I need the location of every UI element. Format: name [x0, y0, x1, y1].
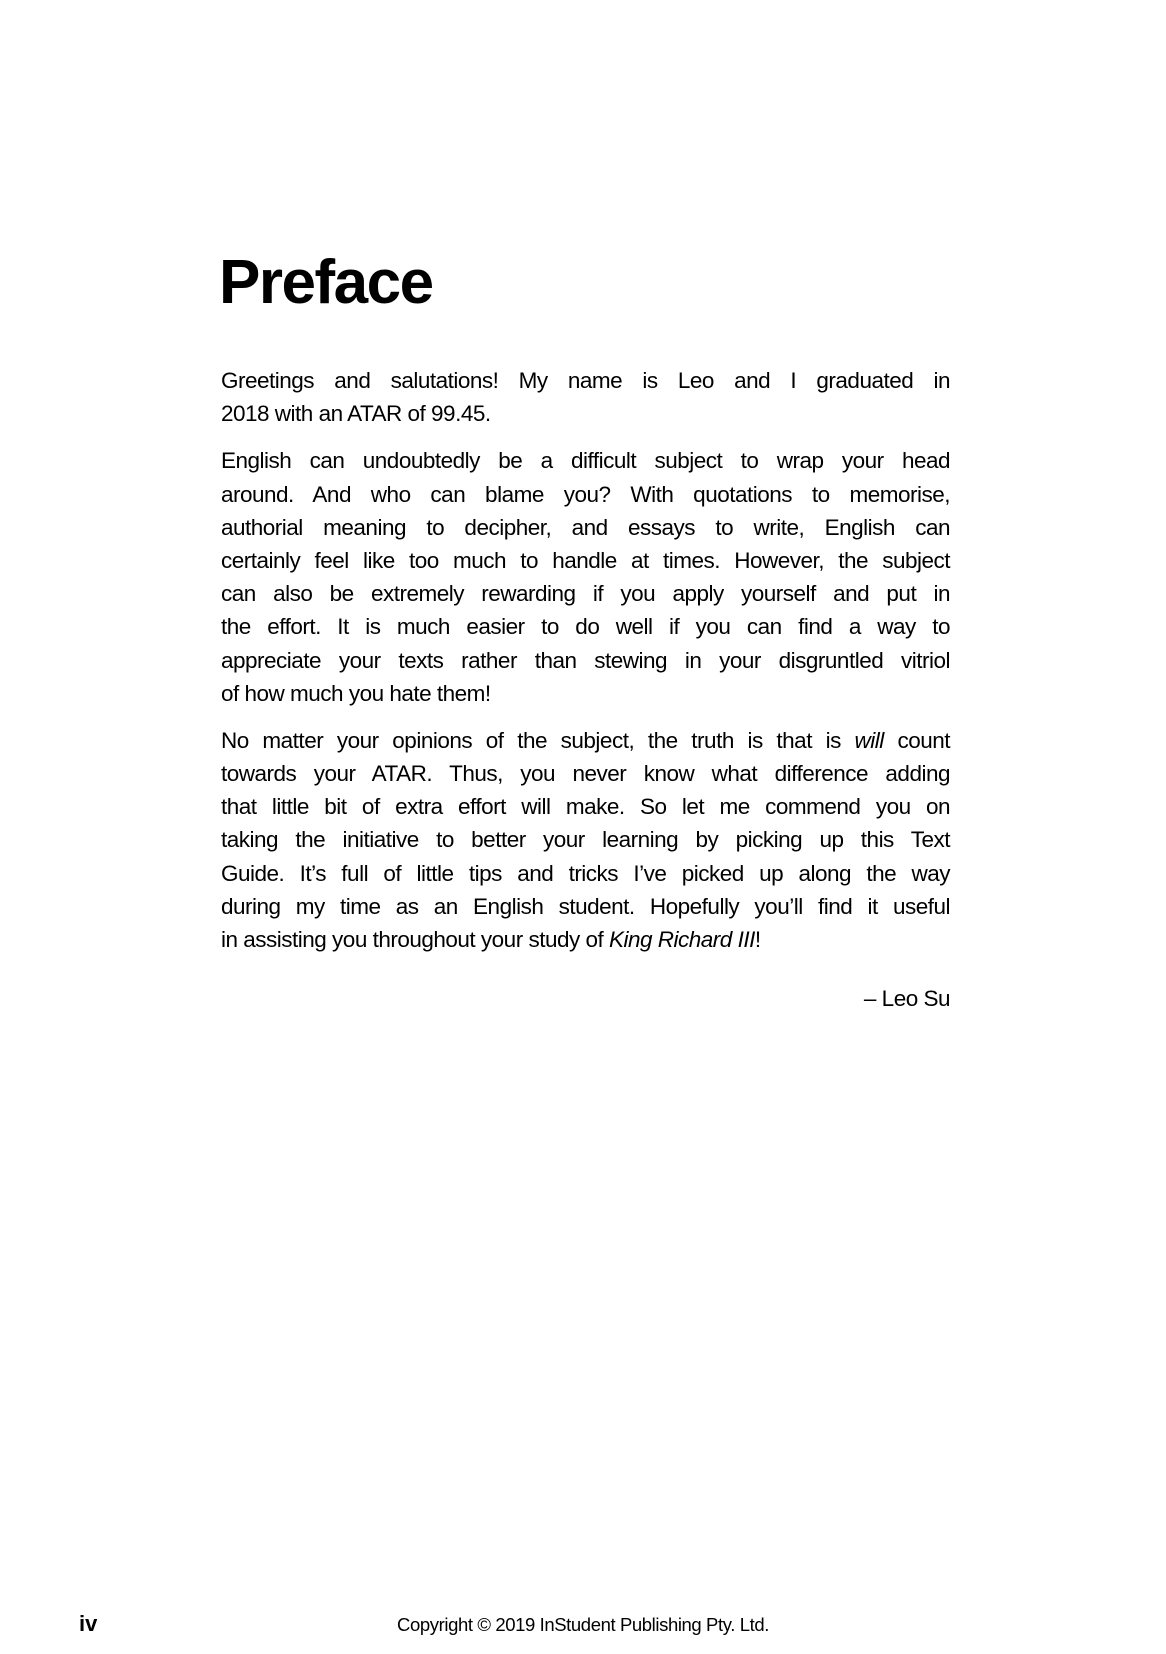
text-line: [221, 397, 950, 430]
text-segment: Guide. It’s full of little tips and tricks I’ve picked up along the way: [221, 860, 950, 886]
text-segment: English can undoubtedly be a difficult subject to wrap your head: [221, 448, 950, 474]
text-segment: during my time as an English student. Hopefully you’ll find it useful: [221, 893, 950, 919]
text-segment: taking the initiative to better your learning by picking up this Text: [221, 827, 950, 853]
text-line: [221, 610, 950, 643]
page-title: Preface: [219, 248, 433, 317]
text-segment: around. And who can blame you? With quotations to memorise,: [221, 481, 950, 507]
italic-text: will: [854, 727, 884, 753]
paragraph: [221, 444, 950, 710]
text-segment: count: [883, 727, 950, 753]
signature: – Leo Su: [863, 986, 950, 1012]
paragraph: [221, 724, 950, 956]
italic-text: King Richard III: [609, 927, 755, 952]
text-segment: in assisting you throughout your study of: [221, 927, 609, 952]
text-line: [221, 478, 950, 511]
paragraphs: [221, 364, 950, 956]
text-line: [221, 364, 950, 397]
text-line: [221, 923, 950, 956]
copyright-notice: Copyright © 2019 InStudent Publishing Pty. Ltd.: [397, 1614, 769, 1635]
text-segment: No matter your opinions of the subject, the truth is that is: [221, 727, 855, 753]
text-line: [221, 677, 950, 710]
text-line: [221, 544, 950, 577]
text-line: [221, 823, 950, 856]
text-segment: certainly feel like too much to handle at times. However, the subject: [221, 547, 950, 573]
text-line: [221, 577, 950, 610]
text-segment: 2018 with an ATAR of 99.45.: [221, 401, 491, 427]
text-line: [221, 724, 950, 757]
text-line: [221, 644, 950, 677]
preface-body: [221, 364, 950, 1015]
text-segment: towards your ATAR. Thus, you never know what difference adding: [221, 761, 950, 787]
paragraph: [221, 364, 950, 430]
text-segment: authorial meaning to decipher, and essays to write, English can: [221, 514, 950, 540]
text-line: [221, 890, 950, 923]
text-segment: the effort. It is much easier to do well if you can find a way to: [221, 614, 950, 640]
text-line: [221, 790, 950, 823]
text-line: [221, 444, 950, 477]
text-segment: appreciate your texts rather than stewing in your disgruntled vitriol: [221, 647, 950, 673]
text-segment: Greetings and salutations! My name is Leo and I graduated in: [221, 368, 950, 393]
text-segment: can also be extremely rewarding if you apply yourself and put in: [221, 581, 950, 607]
text-line: [221, 857, 950, 890]
page-number: iv: [79, 1611, 98, 1636]
text-segment: !: [754, 927, 761, 952]
text-segment: of how much you hate them!: [221, 680, 491, 706]
text-line: [221, 511, 950, 544]
text-segment: that little bit of extra effort will make. So let me commend you on: [221, 794, 950, 820]
text-line: [221, 757, 950, 790]
